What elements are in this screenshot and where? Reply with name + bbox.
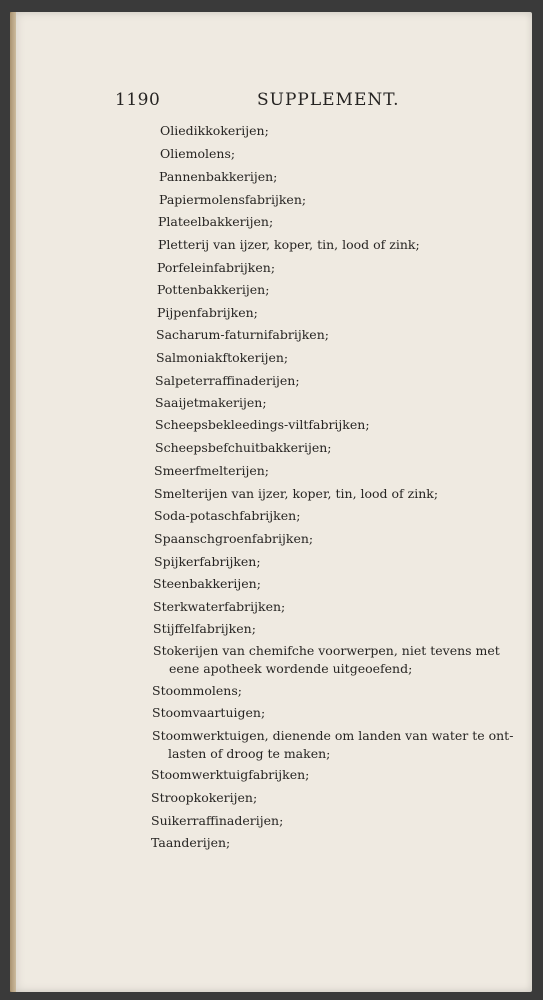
list-item: Scheepsbefchuitbakkerijen; bbox=[155, 440, 332, 455]
list-item: Soda-potaschfabrijken; bbox=[154, 508, 301, 523]
list-item: Salpeterraffinaderijen; bbox=[155, 373, 300, 388]
list-item: Smelterijen van ijzer, koper, tin, lood of zink; bbox=[154, 486, 439, 501]
list-item: Oliemolens; bbox=[160, 146, 236, 161]
list-item: Papiermolensfabrijken; bbox=[159, 192, 307, 207]
list-item: Pannenbakkerijen; bbox=[159, 169, 278, 184]
list-item: Spijkerfabrijken; bbox=[154, 554, 261, 569]
list-item: Stoommolens; bbox=[152, 683, 242, 698]
list-item: Pletterij van ijzer, koper, tin, lood of zink; bbox=[158, 237, 420, 252]
book-page bbox=[10, 12, 532, 992]
list-item: Stijffelfabrijken; bbox=[153, 621, 256, 636]
list-item: Plateelbakkerijen; bbox=[158, 214, 274, 229]
list-item: Steenbakkerijen; bbox=[153, 576, 261, 591]
entry-list bbox=[10, 12, 532, 992]
list-item: Stoomwerktuigen, dienende om landen van water te ont- lasten of droog te maken; bbox=[152, 728, 514, 761]
list-item: Saaijetmakerijen; bbox=[155, 395, 267, 410]
list-item: Salmoniakftokerijen; bbox=[156, 350, 289, 365]
list-item: Sterkwaterfabrijken; bbox=[153, 599, 286, 614]
list-item: Spaanschgroenfabrijken; bbox=[154, 531, 314, 546]
list-item: Pijpenfabrijken; bbox=[157, 305, 258, 320]
list-item: Sacharum-faturnifabrijken; bbox=[156, 327, 329, 342]
list-item: Oliedikkokerijen; bbox=[160, 123, 269, 138]
list-item: Suikerraffinaderijen; bbox=[151, 813, 284, 828]
list-item: Pottenbakkerijen; bbox=[157, 282, 270, 297]
list-item: Porfeleinfabrijken; bbox=[157, 260, 276, 275]
list-item: Scheepsbekleedings-viltfabrijken; bbox=[155, 417, 370, 432]
running-title: SUPPLEMENT. bbox=[257, 90, 400, 110]
list-item: Stokerijen van chemifche voorwerpen, niet tevens met eene apotheek wordende uitgeoefend; bbox=[153, 643, 500, 676]
list-item: Taanderijen; bbox=[151, 835, 231, 850]
list-item: Stoomwerktuigfabrijken; bbox=[151, 767, 310, 782]
list-item: Stroopkokerijen; bbox=[151, 790, 258, 805]
page-number: 1190 bbox=[115, 90, 161, 110]
list-item: Smeerfmelterijen; bbox=[154, 463, 269, 478]
list-item: Stoomvaartuigen; bbox=[152, 705, 266, 720]
